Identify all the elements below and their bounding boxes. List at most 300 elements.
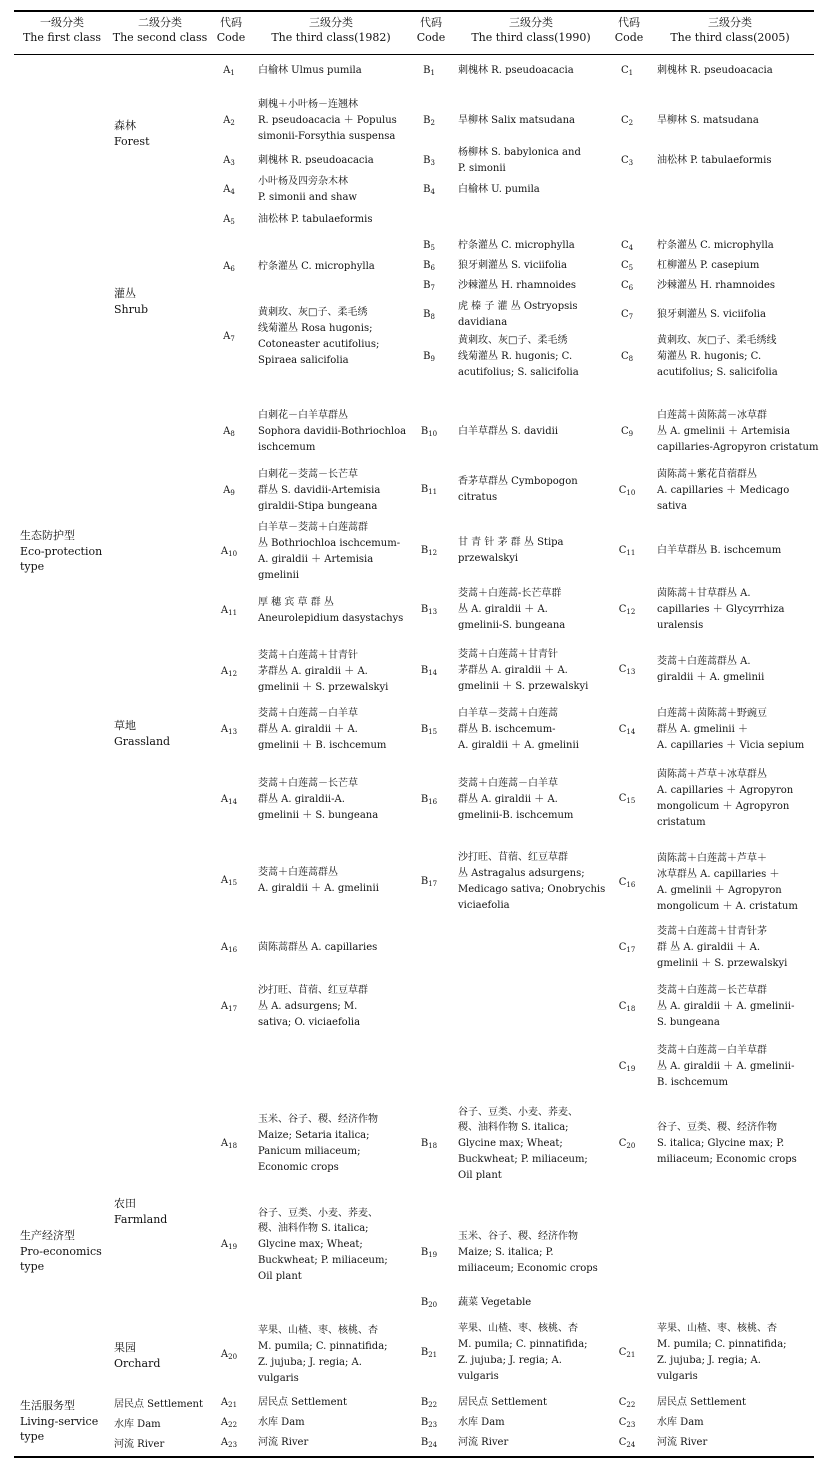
third-class-line: gmelinii ＋ S. przewalskyi <box>258 681 389 693</box>
class-code: $B_{12}$ <box>420 545 438 557</box>
third-class-entry <box>458 425 606 441</box>
third-class-entry <box>458 183 606 199</box>
third-class-line: Glycine max; Wheat; <box>458 1138 563 1150</box>
third-class-line: 群丛 S. davidii-Artemisia <box>258 485 381 497</box>
third-class-line: gmelinii <box>258 569 300 581</box>
third-class-line: 玉米、谷子、稷、经济作物 <box>258 1114 378 1126</box>
third-class-entry <box>657 308 809 324</box>
third-class-entry <box>458 587 606 634</box>
class-code: $A_{11}$ <box>220 605 238 617</box>
class-code: $A_{21}$ <box>220 1397 238 1409</box>
third-class-line: przewalskyi <box>458 552 519 564</box>
header-third-1990 <box>456 16 606 46</box>
third-class-line: 群丛 A. giraldii-A. <box>258 794 345 806</box>
first-class-zh: 生活服务型 <box>20 1399 75 1412</box>
class-code: $A_5$ <box>223 214 235 226</box>
third-class-entry <box>458 475 606 507</box>
third-class-line: 旱柳林 Salix matsudana <box>458 115 576 127</box>
third-class-entry <box>657 1044 809 1091</box>
third-class-line: 丛 A. adsurgens; M. <box>258 1001 358 1013</box>
third-class-line: Buckwheat; P. miliaceum; <box>258 1254 388 1266</box>
third-class-entry <box>657 925 809 972</box>
third-class-line: Sophora davidii-Bothriochloa <box>258 426 407 438</box>
class-code: $C_{21}$ <box>618 1347 636 1359</box>
class-code: $B_3$ <box>423 155 435 167</box>
class-code: $B_{13}$ <box>420 604 438 616</box>
second-class-zh: 灌丛 <box>114 287 136 300</box>
class-code: $A_{19}$ <box>220 1239 238 1251</box>
third-class-line: 线菊灌丛 R. hugonis; C. <box>458 351 573 363</box>
third-class-line: 刺槐林 R. pseudoacacia <box>657 65 773 77</box>
third-class-line: 居民点 Settlement <box>657 1397 746 1409</box>
third-class-entry <box>458 1106 606 1185</box>
third-class-line: 杨柳林 S. babylonica and <box>458 147 581 159</box>
second-class-forest <box>114 118 214 149</box>
second-class-zh: 河流 River <box>114 1439 165 1450</box>
class-code: $C_6$ <box>620 280 634 292</box>
third-class-line: M. pumila; C. pinnatifida; <box>458 1339 588 1351</box>
third-class-entry <box>657 1436 809 1452</box>
second-class-zh: 果园 <box>114 1341 136 1354</box>
class-code: $C_{10}$ <box>618 485 636 497</box>
third-class-line: sativa; O. viciaefolia <box>258 1016 361 1028</box>
third-class-entry <box>458 146 606 178</box>
second-class-zh: 农田 <box>114 1197 136 1210</box>
class-code: $C_{17}$ <box>618 942 636 954</box>
class-code: $A_3$ <box>223 155 235 167</box>
third-class-line: 刺槐＋小叶杨－连翘林 <box>258 99 358 111</box>
third-class-line: P. simonii <box>458 162 506 174</box>
third-class-line: 茭蒿＋白莲蒿－白羊草 <box>458 778 558 790</box>
third-class-entry <box>657 768 809 831</box>
second-class-zh: 水库 Dam <box>114 1419 161 1430</box>
class-code: $B_4$ <box>423 184 435 196</box>
class-code: $B_{15}$ <box>420 724 438 736</box>
third-class-entry <box>657 239 809 255</box>
third-class-line: gmelinii ＋ S. przewalskyi <box>657 957 788 969</box>
third-class-line: 丛 Astragalus adsurgens; <box>458 868 585 880</box>
third-class-line: A. giraldii ＋ Artemisia <box>258 553 374 565</box>
third-class-line: sativa <box>657 500 687 512</box>
third-class-line: 沙打旺、苜蓿、红豆草群 <box>258 985 368 997</box>
third-class-entry <box>657 279 809 295</box>
header-third-2005-en: The third class(2005) <box>670 30 790 44</box>
third-class-entry <box>258 777 408 824</box>
third-class-entry <box>258 1207 408 1286</box>
first-class-zh: 生态防护型 <box>20 529 75 542</box>
third-class-entry <box>657 1121 809 1168</box>
third-class-entry <box>258 154 408 170</box>
third-class-line: Z. jujuba; J. regia; A. <box>657 1354 761 1366</box>
class-code: $B_2$ <box>423 115 435 127</box>
third-class-line: 白羊草群丛 B. ischcemum <box>657 545 782 557</box>
third-class-line: 群丛 B. ischcemum- <box>458 724 556 736</box>
header-third-2005 <box>655 16 805 46</box>
third-class-line: 丛 A. giraldii ＋ A. gmelinii- <box>657 1001 795 1013</box>
class-code: $A_9$ <box>223 485 235 497</box>
third-class-line: A. capillaries ＋ Agropyron <box>657 785 794 797</box>
third-class-line: 群丛 A. giraldii ＋ A. <box>258 724 358 736</box>
third-class-line: 稷、油料作物 S. italica; <box>258 1223 369 1235</box>
third-class-line: giraldii ＋ A. gmelinii <box>657 671 765 683</box>
third-class-line: 稷、油料作物 S. italica; <box>458 1122 569 1134</box>
third-class-line: 白羊草－茭蒿＋白莲蒿群 <box>258 522 368 534</box>
third-class-line: 群丛 A. giraldii ＋ A. <box>458 794 558 806</box>
third-class-entry <box>258 213 408 229</box>
class-code: $A_{18}$ <box>220 1138 238 1150</box>
header-third-1990-zh: 三级分类 <box>509 16 553 29</box>
third-class-line: 小叶杨及四旁杂木林 <box>258 176 348 188</box>
class-code: $C_7$ <box>620 309 634 321</box>
third-class-line: 柠条灌丛 C. microphylla <box>657 240 774 252</box>
third-class-line: 茵陈蒿＋白莲蒿＋芦草＋ <box>657 853 767 865</box>
second-class-grassland <box>114 718 214 749</box>
third-class-entry <box>458 1396 606 1412</box>
header-first-class-en: The first class <box>22 30 102 44</box>
third-class-line: Cotoneaster acutifolius; <box>258 338 380 350</box>
third-class-line: gmelinii-B. ischcemum <box>458 809 574 821</box>
class-code: $B_{24}$ <box>420 1437 438 1449</box>
third-class-line: 茭蒿＋白莲蒿－长芒草 <box>258 778 358 790</box>
class-code: $C_5$ <box>620 260 634 272</box>
third-class-entry <box>458 1416 606 1432</box>
class-code: $C_9$ <box>620 426 634 438</box>
third-class-line: Buckwheat; P. miliaceum; <box>458 1153 588 1165</box>
third-class-entry <box>657 334 809 381</box>
third-class-line: 水库 Dam <box>258 1417 305 1429</box>
third-class-line: 茵陈蒿＋紫花苜蓿群丛 <box>657 469 757 481</box>
third-class-entry <box>258 175 408 207</box>
third-class-entry <box>458 300 606 332</box>
header-third-1982-en: The third class(1982) <box>271 30 391 44</box>
third-class-line: miliaceum; Economic crops <box>657 1153 797 1165</box>
third-class-line: 苹果、山楂、枣、核桃、杏 <box>458 1323 578 1335</box>
class-code: $A_{23}$ <box>220 1437 238 1449</box>
second-class-dam <box>114 1418 214 1432</box>
third-class-entry <box>258 707 408 754</box>
third-class-line: 旱柳林 S. matsudana <box>657 115 759 127</box>
third-class-line: 茭蒿＋白莲蒿－白羊草群 <box>657 1045 767 1057</box>
third-class-entry <box>258 1113 408 1176</box>
third-class-entry <box>657 984 809 1031</box>
third-class-line: M. pumila; C. pinnatifida; <box>657 1339 787 1351</box>
header-code-c <box>612 16 646 46</box>
second-class-farmland <box>114 1196 214 1227</box>
class-code: $C_8$ <box>620 351 634 363</box>
top-rule <box>14 10 814 12</box>
third-class-line: capillaries ＋ Glycyrrhiza <box>657 604 785 616</box>
third-class-line: 白羊草－茭蒿＋白莲蒿 <box>458 708 558 720</box>
class-code: $B_{18}$ <box>420 1138 438 1150</box>
third-class-line: 黄刺玫、灰□子、柔毛绣 <box>258 307 368 319</box>
third-class-entry <box>258 521 408 584</box>
third-class-line: 群 丛 A. giraldii ＋ A. <box>657 942 761 954</box>
third-class-line: A. gmelinii ＋ Agropyron <box>657 884 782 896</box>
third-class-line: ischcemum <box>258 441 316 453</box>
third-class-line: R. pseudoacacia ＋ Populus <box>258 115 397 127</box>
class-code: $A_4$ <box>223 184 235 196</box>
third-class-line: Aneurolepidium dasystachys <box>258 612 404 624</box>
third-class-entry <box>258 984 408 1031</box>
third-class-line: 居民点 Settlement <box>458 1397 547 1409</box>
third-class-line: 茭蒿＋白莲蒿群丛 <box>258 867 338 879</box>
class-code: $B_1$ <box>423 65 435 77</box>
third-class-line: Z. jujuba; J. regia; A. <box>258 1356 362 1368</box>
third-class-line: 白榆林 U. pumila <box>458 184 540 196</box>
class-code: $A_{10}$ <box>220 546 238 558</box>
third-class-line: mongolicum ＋ A. cristatum <box>657 900 798 912</box>
header-second-class-en: The second class <box>112 30 208 44</box>
header-code-a <box>214 16 248 46</box>
third-class-entry <box>258 1436 408 1452</box>
third-class-entry <box>657 1416 809 1432</box>
third-class-entry <box>458 707 606 754</box>
header-code-b-zh: 代码 <box>420 16 442 29</box>
third-class-entry <box>458 1230 606 1277</box>
class-code: $C_3$ <box>620 155 634 167</box>
third-class-line: 菊灌丛 R. hugonis; C. <box>657 351 762 363</box>
header-third-1982 <box>256 16 406 46</box>
first-class-en: Eco-protection <box>20 544 103 558</box>
third-class-line: 居民点 Settlement <box>258 1397 347 1409</box>
header-third-2005-zh: 三级分类 <box>708 16 752 29</box>
third-class-entry <box>458 536 606 568</box>
third-class-line: gmelinii ＋ S. przewalskyi <box>458 680 589 692</box>
third-class-line: 冰草群丛 A. capillaries ＋ <box>657 869 780 881</box>
class-code: $C_2$ <box>620 115 634 127</box>
third-class-line: 茅群丛 A. giraldii ＋ A. <box>258 666 368 678</box>
class-code: $A_{22}$ <box>220 1417 238 1429</box>
class-code: $A_{20}$ <box>220 1349 238 1361</box>
first-class-eco <box>20 528 110 575</box>
class-code: $B_{11}$ <box>420 484 438 496</box>
class-code: $A_{15}$ <box>220 875 238 887</box>
class-code: $B_9$ <box>423 351 435 363</box>
third-class-entry <box>458 1436 606 1452</box>
second-class-settlement <box>114 1398 214 1412</box>
class-code: $C_{19}$ <box>618 1061 636 1073</box>
third-class-entry <box>258 468 408 515</box>
third-class-line: 河流 River <box>458 1437 509 1449</box>
third-class-entry <box>258 409 408 456</box>
third-class-line: 白莲蒿＋茵陈蒿－冰草群 <box>657 410 767 422</box>
class-code: $C_{12}$ <box>618 604 636 616</box>
second-class-shrub <box>114 286 214 317</box>
class-code: $A_{16}$ <box>220 942 238 954</box>
class-code: $C_{13}$ <box>618 664 636 676</box>
third-class-line: A. giraldii ＋ A. gmelinii <box>258 882 379 894</box>
third-class-line: 茵陈蒿＋甘草群丛 A. <box>657 588 751 600</box>
first-class-pro <box>20 1228 110 1275</box>
third-class-line: A. giraldii ＋ A. gmelinii <box>458 739 579 751</box>
third-class-entry <box>458 239 606 255</box>
third-class-entry <box>458 648 606 695</box>
first-class-en: type <box>20 1260 45 1274</box>
bottom-rule <box>14 1456 814 1458</box>
third-class-line: 苹果、山楂、枣、核桃、杏 <box>258 1325 378 1337</box>
third-class-line: 谷子、豆类、小麦、荞麦、 <box>458 1106 578 1118</box>
third-class-line: 河流 River <box>657 1437 708 1449</box>
class-code: $C_{18}$ <box>618 1001 636 1013</box>
third-class-line: 茅群丛 A. giraldii ＋ A. <box>458 665 568 677</box>
third-class-line: 谷子、豆类、稷、经济作物 <box>657 1122 777 1134</box>
third-class-entry <box>258 866 408 898</box>
third-class-line: 黄刺玫、灰□子、柔毛绣线 <box>657 335 777 347</box>
class-code: $A_{17}$ <box>220 1001 238 1013</box>
class-code: $C_{20}$ <box>618 1138 636 1150</box>
third-class-line: 柠条灌丛 C. microphylla <box>458 240 575 252</box>
third-class-line: 丛 Bothriochloa ischcemum- <box>258 538 401 550</box>
third-class-entry <box>657 655 809 687</box>
third-class-line: mongolicum ＋ Agropyron <box>657 800 790 812</box>
third-class-line: citratus <box>458 491 498 503</box>
first-class-zh: 生产经济型 <box>20 1229 75 1242</box>
class-code: $A_7$ <box>223 331 235 343</box>
header-code-b-en: Code <box>416 30 446 44</box>
class-code: $C_{24}$ <box>618 1437 636 1449</box>
header-code-a-en: Code <box>216 30 246 44</box>
third-class-line: gmelinii ＋ B. ischcemum <box>258 739 387 751</box>
second-class-en: Grassland <box>114 734 171 748</box>
third-class-line: P. simonii and shaw <box>258 191 357 203</box>
third-class-line: 玉米、谷子、稷、经济作物 <box>458 1231 578 1243</box>
class-code: $B_{10}$ <box>420 426 438 438</box>
third-class-line: 白刺花－茭蒿－长芒草 <box>258 469 358 481</box>
third-class-line: 油松林 P. tabulaeformis <box>258 214 373 226</box>
third-class-line: 丛 A. gmelinii ＋ Artemisia <box>657 426 791 438</box>
class-code: $A_{14}$ <box>220 794 238 806</box>
third-class-line: 茭蒿＋白莲蒿-长芒草群 <box>458 588 562 600</box>
class-code: $C_1$ <box>620 65 634 77</box>
class-code: $C_{14}$ <box>618 724 636 736</box>
third-class-line: vulgaris <box>458 1370 499 1382</box>
class-code: $B_{14}$ <box>420 665 438 677</box>
third-class-line: 沙棘灌丛 H. rhamnoides <box>458 280 577 292</box>
third-class-line: A. capillaries ＋ Medicago <box>657 485 790 497</box>
third-class-line: capillaries-Agropyron cristatum <box>657 441 819 453</box>
third-class-line: M. pumila; C. pinnatifida; <box>258 1341 388 1353</box>
third-class-line: acutifolius; S. salicifolia <box>657 366 778 378</box>
third-class-line: 沙棘灌丛 H. rhamnoides <box>657 280 776 292</box>
class-code: $C_{16}$ <box>618 877 636 889</box>
header-third-1982-zh: 三级分类 <box>309 16 353 29</box>
third-class-line: 蔬菜 Vegetable <box>458 1297 532 1309</box>
third-class-line: 谷子、豆类、小麦、荞麦、 <box>258 1207 378 1219</box>
third-class-line: 茭蒿＋白莲蒿＋甘青针 <box>458 649 558 661</box>
class-code: $A_8$ <box>223 426 235 438</box>
third-class-entry <box>258 1396 408 1412</box>
header-second-class <box>110 16 210 46</box>
header-code-c-en: Code <box>614 30 644 44</box>
third-class-entry <box>258 260 408 276</box>
third-class-entry <box>458 1322 606 1385</box>
third-class-entry <box>657 64 809 80</box>
third-class-entry <box>657 587 809 634</box>
third-class-entry <box>458 259 606 275</box>
class-code: $B_{22}$ <box>420 1397 438 1409</box>
third-class-line: 群丛 A. gmelinii ＋ <box>657 724 748 736</box>
header-code-a-zh: 代码 <box>220 16 242 29</box>
third-class-entry <box>258 306 408 369</box>
third-class-line: 水库 Dam <box>458 1417 505 1429</box>
second-class-orchard <box>114 1340 214 1371</box>
class-code: $A_6$ <box>223 261 235 273</box>
third-class-line: gmelinii ＋ S. bungeana <box>258 809 379 821</box>
third-class-line: Spiraea salicifolia <box>258 354 349 366</box>
header-rule <box>14 54 814 55</box>
first-class-en: type <box>20 1430 45 1444</box>
class-code: $B_8$ <box>423 309 435 321</box>
class-code: $A_1$ <box>223 65 235 77</box>
class-code: $B_{16}$ <box>420 794 438 806</box>
second-class-zh: 草地 <box>114 719 136 732</box>
third-class-line: 苹果、山楂、枣、核桃、杏 <box>657 1323 777 1335</box>
third-class-entry <box>258 1416 408 1432</box>
third-class-line: B. ischcemum <box>657 1076 729 1088</box>
header-first-class <box>14 16 110 46</box>
third-class-entry <box>657 1396 809 1412</box>
third-class-entry <box>657 707 809 754</box>
third-class-line: miliaceum; Economic crops <box>458 1262 598 1274</box>
third-class-line: S. italica; Glycine max; P. <box>657 1138 785 1150</box>
third-class-entry <box>458 334 606 381</box>
third-class-line: 虎 榛 子 灌 丛 Ostryopsis <box>458 301 578 313</box>
third-class-line: Oil plant <box>258 1270 302 1282</box>
third-class-line: 茵陈蒿群丛 A. capillaries <box>258 942 378 954</box>
third-class-line: 杠柳灌丛 P. casepium <box>657 260 760 272</box>
header-first-class-zh: 一级分类 <box>40 16 84 29</box>
third-class-line: 狼牙刺灌丛 S. viciifolia <box>657 309 766 321</box>
class-code: $C_4$ <box>620 240 634 252</box>
second-class-en: Orchard <box>114 1356 161 1370</box>
third-class-line: 茭蒿＋白莲蒿＋甘青针 <box>258 650 358 662</box>
class-code: $A_2$ <box>223 115 235 127</box>
header-second-class-zh: 二级分类 <box>138 16 182 29</box>
third-class-line: 厚 穗 宾 草 群 丛 <box>258 597 334 609</box>
first-class-en: Pro-economics <box>20 1244 102 1258</box>
third-class-entry <box>657 114 809 130</box>
third-class-line: 刺槐林 R. pseudoacacia <box>458 65 574 77</box>
third-class-entry <box>657 852 809 915</box>
class-code: $C_{15}$ <box>618 793 636 805</box>
third-class-entry <box>458 279 606 295</box>
third-class-entry <box>258 649 408 696</box>
third-class-line: cristatum <box>657 816 706 828</box>
third-class-entry <box>657 154 809 170</box>
third-class-line: S. bungeana <box>657 1016 720 1028</box>
third-class-entry <box>458 64 606 80</box>
third-class-entry <box>458 114 606 130</box>
third-class-line: Oil plant <box>458 1169 502 1181</box>
third-class-line: Panicum miliaceum; <box>258 1145 361 1157</box>
third-class-line: 香茅草群丛 Cymbopogon <box>458 476 578 488</box>
third-class-line: 沙打旺、苜蓿、红豆草群 <box>458 852 568 864</box>
header-code-b <box>414 16 448 46</box>
first-class-en: type <box>20 560 45 574</box>
third-class-line: Maize; S. italica; P. <box>458 1247 554 1259</box>
third-class-line: acutifolius; S. salicifolia <box>458 366 579 378</box>
third-class-line: 线菊灌丛 Rosa hugonis; <box>258 323 373 335</box>
third-class-entry <box>657 409 819 456</box>
third-class-entry <box>258 941 408 957</box>
third-class-line: 白羊草群丛 S. davidii <box>458 426 559 438</box>
third-class-line: 丛 A. giraldii ＋ A. <box>458 604 548 616</box>
third-class-line: 狼牙刺灌丛 S. viciifolia <box>458 260 567 272</box>
third-class-line: Z. jujuba; J. regia; A. <box>458 1354 562 1366</box>
third-class-line: viciaefolia <box>458 899 510 911</box>
first-class-living <box>20 1398 110 1445</box>
third-class-line: 茭蒿＋白莲蒿群丛 A. <box>657 656 751 668</box>
